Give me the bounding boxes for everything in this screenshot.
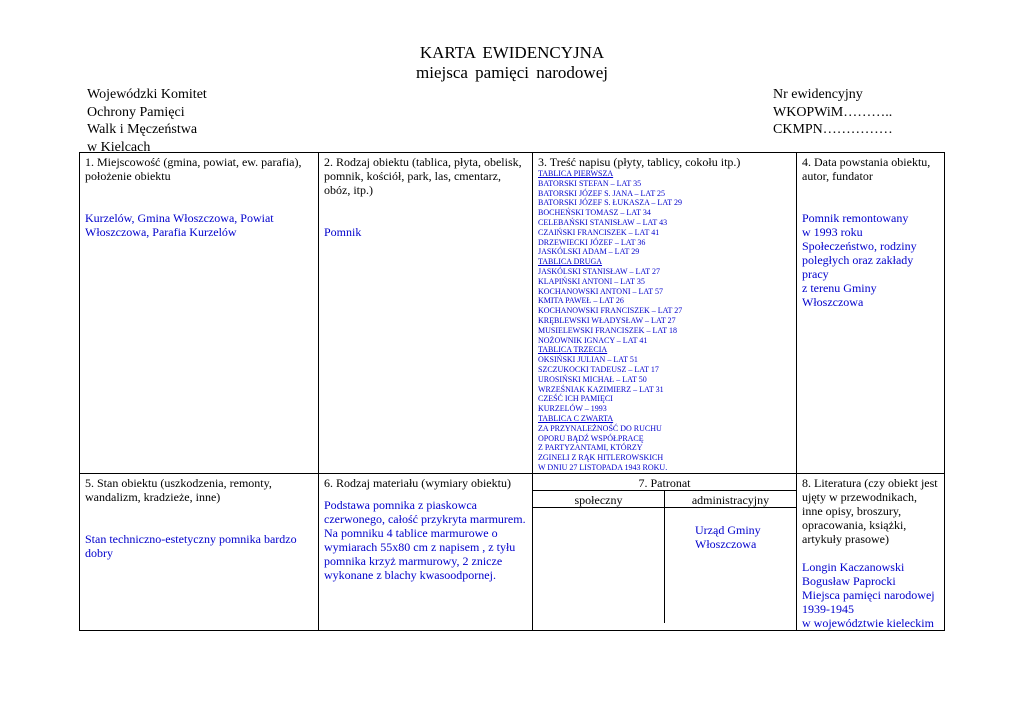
committee-line: Ochrony Pamięci <box>87 104 185 120</box>
literature-line: w województwie kieleckim <box>802 615 934 630</box>
inscription-line: BOCHEŃSKI TOMASZ – LAT 34 <box>538 208 651 218</box>
page-title: KARTA EWIDENCYJNA <box>419 43 605 62</box>
patronage-admin-value <box>665 507 797 623</box>
inscription-line: KURZELÓW – 1993 <box>538 404 607 414</box>
inscription-line: CZAIŃSKI FRANCISZEK – LAT 41 <box>538 227 660 237</box>
location-cell <box>80 153 319 474</box>
patronage-col-admin: administracyjny <box>665 490 797 507</box>
inscription-line: CELEBAŃSKI STANISŁAW – LAT 43 <box>538 217 668 227</box>
field-label: 2. Rodzaj obiektu (tablica, płyta, obelisk, pomnik, kościół, park, las, cmentarz, obóz, itp.) <box>324 155 522 197</box>
inscription-line: KMITA PAWEŁ – LAT 26 <box>538 296 624 306</box>
field-label: 8. Literatura (czy obiekt jest ujęty w przewodnikach, inne opisy, broszury, opracowania, książki, artykuły prasowe) <box>802 475 938 546</box>
patronage-cell <box>533 473 797 630</box>
committee-line: Walk i Męczeństwa <box>87 122 198 137</box>
origin-line: Włoszczowa <box>802 295 864 309</box>
inscription-line: OPORU BĄDŹ WSPÓŁPRACĘ <box>538 433 644 443</box>
origin-line: z terenu Gminy <box>802 281 877 295</box>
inscription-line: BATORSKI JÓZEF S. JANA – LAT 25 <box>538 188 666 198</box>
literature-line: Longin Kaczanowski <box>802 559 905 574</box>
inscription-line: ZGINELI Z RĄK HITLEROWSKICH <box>538 453 664 463</box>
inscription-line: SZCZUKOCKI TADEUSZ – LAT 17 <box>538 364 659 374</box>
field-label: 6. Rodzaj materiału (wymiary obiektu) <box>324 475 511 490</box>
condition-cell <box>80 473 319 630</box>
origin-line: w 1993 roku <box>802 225 863 239</box>
registry-block <box>773 86 893 139</box>
object-type-value: Pomnik <box>324 225 362 239</box>
inscription-cell <box>533 153 797 474</box>
origin-cell <box>797 153 945 474</box>
inscription-line: W DNIU 27 LISTOPADA 1943 ROKU. <box>538 462 668 472</box>
inscription-line: BATORSKI JÓZEF S. ŁUKASZA – LAT 29 <box>538 198 682 208</box>
patronage-admin-text: Urząd Gminy Włoszczowa <box>695 522 761 551</box>
patronage-col-social: społeczny <box>533 490 665 507</box>
material-cell <box>319 473 533 630</box>
table-row <box>80 153 945 474</box>
patronage-social-value <box>533 507 665 623</box>
literature-cell <box>797 473 945 630</box>
origin-line: Społeczeństwo, rodziny <box>802 239 917 253</box>
object-type-cell <box>319 153 533 474</box>
inscription-heading: TABLICA PIERWSZA <box>538 169 614 178</box>
inscription-line: ZA PRZYNALEŻNOŚĆ DO RUCHU <box>538 423 662 433</box>
inscription-line: DRZEWIECKI JÓZEF – LAT 36 <box>538 237 646 247</box>
literature-value <box>802 560 939 630</box>
inscription-line: UROSIŃSKI MICHAŁ – LAT 50 <box>538 374 647 384</box>
inscription-line: Z PARTYZANTAMI, KTÓRZY <box>538 443 643 453</box>
literature-line: 1939-1945 <box>802 601 854 616</box>
inscription-heading: TABLICA C ZWARTA <box>538 413 614 423</box>
inscription-line: KRĘBLEWSKI WŁADYSŁAW – LAT 27 <box>538 315 676 325</box>
literature-line: Miejsca pamięci narodowej <box>802 587 935 602</box>
origin-line: Pomnik remontowany <box>802 211 909 225</box>
inscription-line: MUSIELEWSKI FRANCISZEK – LAT 18 <box>538 325 677 335</box>
inscription-line: JASKÓLSKI ADAM – LAT 29 <box>538 247 640 257</box>
inscription-line: OKSIŃSKI JULIAN – LAT 51 <box>538 355 638 365</box>
inscription-line: KOCHANOWSKI ANTONI – LAT 57 <box>538 286 664 296</box>
record-table <box>79 152 945 631</box>
inscription-line: NOŻOWNIK IGNACY – LAT 41 <box>538 335 648 345</box>
registry-line: WKOPWiM……….. <box>773 104 893 120</box>
registry-line: Nr ewidencyjny <box>773 87 863 102</box>
inscription-line: KOCHANOWSKI FRANCISZEK – LAT 27 <box>538 306 683 316</box>
field-label: 7. Patronat <box>638 475 691 490</box>
origin-line: pracy <box>802 267 829 281</box>
committee-line: w Kielcach <box>87 139 151 155</box>
inscription-line: KLAPIŃSKI ANTONI – LAT 35 <box>538 276 645 286</box>
location-value: Kurzelów, Gmina Włoszczowa, Powiat Włoszczowa, Parafia Kurzelów <box>85 211 274 239</box>
field-label: 5. Stan obiektu (uszkodzenia, remonty, wandalizm, kradzieże, inne) <box>85 475 272 504</box>
field-label: 4. Data powstania obiektu, autor, fundator <box>802 155 931 183</box>
origin-line: poległych oraz zakłady <box>802 253 914 267</box>
committee-block <box>87 86 207 156</box>
field-label: 1. Miejscowość (gmina, powiat, ew. parafia), położenie obiektu <box>85 155 302 183</box>
field-label: 3. Treść napisu (płyty, tablicy, cokołu itp.) <box>538 155 741 169</box>
registry-line: CKMPN…………… <box>773 122 893 137</box>
inscription-heading: TABLICA DRUGA <box>538 257 603 267</box>
inscription-line: BATORSKI STEFAN – LAT 35 <box>538 178 642 188</box>
inscription-line: WRZEŚNIAK KAZIMIERZ – LAT 31 <box>538 384 664 394</box>
page-subtitle: miejsca pamięci narodowej <box>416 63 608 82</box>
inscription-line: JASKÓLSKI STANISŁAW – LAT 27 <box>538 266 660 276</box>
table-row <box>80 473 945 630</box>
origin-value <box>802 211 939 309</box>
inscription-heading: TABLICA TRZECIA <box>538 345 608 355</box>
committee-line: Wojewódzki Komitet <box>87 87 207 102</box>
literature-line: Bogusław Paprocki <box>802 573 896 588</box>
inscription-text <box>538 169 791 473</box>
inscription-line: CZEŚĆ ICH PAMIĘCI <box>538 394 613 404</box>
condition-value: Stan techniczno-estetyczny pomnika bardzo dobry <box>85 531 297 560</box>
patronage-table <box>533 490 796 624</box>
material-value: Podstawa pomnika z piaskowca czerwonego, całość przykryta marmurem. Na pomniku 4 tablice marmurowe o wymiarach 55x80 cm z napisem , z tyłu pomnika krzyż marmurowy, 2 znicze wykonane z blachy kwasoodpornej. <box>324 497 526 582</box>
